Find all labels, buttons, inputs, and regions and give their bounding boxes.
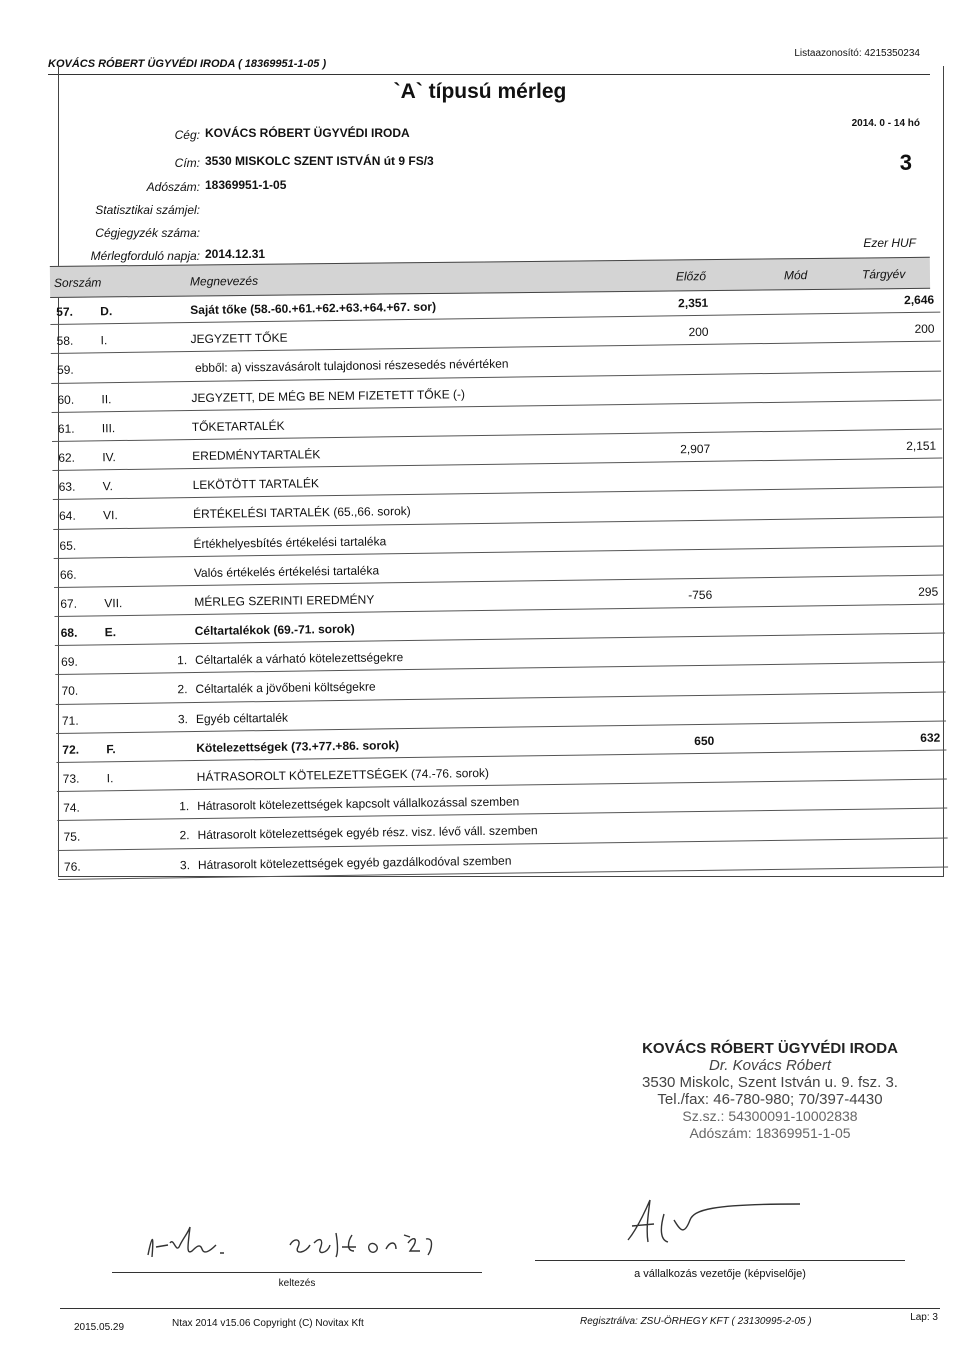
row-name: Hátrasorolt kötelezettségek egyéb rész. visz. lévő váll. szemben <box>197 823 538 843</box>
row-name: LEKÖTÖTT TARTALÉK <box>192 476 320 493</box>
stamp-phone: Tel./fax: 46-780-980; 70/397-4430 <box>657 1091 883 1108</box>
row-name: ebből: a) visszavásárolt tulajdonosi részesedés névértéken <box>194 356 509 376</box>
unit: Ezer HUF <box>863 236 916 250</box>
row-curr-value: 200 <box>914 321 935 337</box>
row-number: 71. <box>61 713 79 728</box>
balance-date-label: Mérlegforduló napja: <box>90 249 200 263</box>
row-number: 72. <box>62 742 80 757</box>
taxno-label: Adószám: <box>146 180 200 194</box>
row-number: 69. <box>61 654 78 670</box>
row-number: 63. <box>58 479 76 495</box>
firm-header: KOVÁCS RÓBERT ÜGYVÉDI IRODA ( 18369951-1-05 ) <box>48 58 327 70</box>
row-name: Kötelezettségek (73.+77.+86. sorok) <box>196 737 400 755</box>
row-section: V. <box>102 479 114 494</box>
footer-date: 2015.05.29 <box>74 1322 125 1333</box>
row-number: 57. <box>56 304 74 319</box>
footer-software: Ntax 2014 v15.06 Copyright (C) Novitax Kft <box>172 1318 364 1329</box>
row-curr-value: 295 <box>918 584 939 599</box>
date-signature-label: keltezés <box>278 1278 316 1289</box>
row-number: 73. <box>62 771 80 786</box>
address-value: 3530 MISKOLC SZENT ISTVÁN út 9 FS/3 <box>205 154 434 168</box>
row-section: I. <box>100 333 108 348</box>
stamp-firm: KOVÁCS RÓBERT ÜGYVÉDI IRODA <box>642 1040 898 1057</box>
row-name: Egyéb céltartalék <box>195 710 289 726</box>
list-id: Listaazonosító: 4215350234 <box>794 48 920 59</box>
col-prev: Előző <box>675 269 707 284</box>
row-subnumber: 2. <box>179 828 190 843</box>
row-number: 62. <box>58 450 76 465</box>
row-prev-value: 2,907 <box>680 441 711 457</box>
stamp-name: Dr. Kovács Róbert <box>709 1057 831 1074</box>
stat-label: Statisztikai számjel: <box>95 203 200 217</box>
row-name: Hátrasorolt kötelezettségek egyéb gazdálkodóval szemben <box>197 853 512 872</box>
row-section: D. <box>100 304 113 319</box>
address-label: Cím: <box>174 156 200 170</box>
row-number: 61. <box>57 421 75 436</box>
row-name: Céltartalékok (69.-71. sorok) <box>194 621 355 639</box>
stamp-taxno: Adószám: 18369951-1-05 <box>689 1125 851 1141</box>
row-number: 75. <box>63 830 81 845</box>
manager-signature <box>610 1190 810 1260</box>
col-no: Sorszám <box>53 275 102 290</box>
row-name: MÉRLEG SZERINTI EREDMÉNY <box>194 592 375 609</box>
footer-rule <box>60 1308 940 1309</box>
stamp-address: 3530 Miskolc, Szent István u. 9. fsz. 3. <box>642 1074 898 1091</box>
row-number: 58. <box>56 333 74 349</box>
row-number: 65. <box>59 538 77 553</box>
page-number: 3 <box>899 150 912 175</box>
row-number: 70. <box>61 684 79 699</box>
row-name: TŐKETARTALÉK <box>191 418 285 434</box>
row-subnumber: 3. <box>179 857 191 872</box>
taxno-value: 18369951-1-05 <box>205 178 287 192</box>
row-name: JEGYZETT TŐKE <box>190 330 288 347</box>
row-prev-value: 2,351 <box>678 295 709 311</box>
page-title: `A` típusú mérleg <box>393 80 567 103</box>
balance-table <box>50 284 948 880</box>
row-curr-value: 632 <box>920 730 941 745</box>
row-number: 60. <box>57 392 75 407</box>
row-name: Valós értékelés értékelési tartaléka <box>193 563 380 580</box>
row-section: III. <box>101 420 116 436</box>
row-section: VII. <box>104 595 123 611</box>
row-name: Hátrasorolt kötelezettségek kapcsolt vállalkozással szemben <box>197 794 520 814</box>
row-name: Saját tőke (58.-60.+61.+62.+63.+64.+67. sor) <box>190 299 437 318</box>
row-prev-value: 200 <box>688 324 709 340</box>
col-curr: Tárgyév <box>861 267 906 282</box>
row-section: I. <box>106 771 114 786</box>
row-number: 68. <box>60 625 78 640</box>
row-prev-value: 650 <box>694 733 715 748</box>
handwritten-date-signature <box>140 1215 480 1270</box>
stamp-account: Sz.sz.: 54300091-10002838 <box>682 1108 858 1124</box>
row-section: II. <box>101 391 112 406</box>
row-subnumber: 3. <box>177 711 189 726</box>
row-section: F. <box>106 741 116 757</box>
registry-label: Cégjegyzék száma: <box>95 226 200 240</box>
manager-signature-line <box>535 1260 905 1261</box>
footer-page: Lap: 3 <box>910 1312 938 1323</box>
row-section: E. <box>104 625 117 640</box>
company-value: KOVÁCS RÓBERT ÜGYVÉDI IRODA <box>205 126 410 140</box>
row-curr-value: 2,646 <box>904 292 935 308</box>
company-label: Cég: <box>174 128 200 142</box>
period: 2014. 0 - 14 hó <box>851 118 920 129</box>
row-number: 59. <box>56 363 74 378</box>
row-number: 67. <box>60 596 78 611</box>
row-name: ÉRTÉKELÉSI TARTALÉK (65.,66. sorok) <box>192 504 411 522</box>
col-mod: Mód <box>783 268 808 283</box>
row-section: IV. <box>102 450 116 465</box>
row-curr-value: 2,151 <box>906 438 937 453</box>
row-prev-value: -756 <box>688 587 713 602</box>
row-name: EREDMÉNYTARTALÉK <box>192 447 321 463</box>
row-section: VI. <box>102 508 118 523</box>
row-name: JEGYZETT, DE MÉG BE NEM FIZETETT TŐKE (-) <box>191 386 466 405</box>
company-info <box>0 0 960 270</box>
row-name: Értékhelyesbítés értékelési tartaléka <box>193 533 387 551</box>
row-number: 76. <box>63 859 81 874</box>
row-number: 66. <box>59 567 77 582</box>
row-subnumber: 1. <box>177 653 188 668</box>
balance-date-value: 2014.12.31 <box>205 247 266 261</box>
footer-registered: Regisztrálva: ZSU-ÖRHEGY KFT ( 23130995-2-05 ) <box>580 1316 812 1327</box>
manager-signature-label: a vállalkozás vezetője (képviselője) <box>634 1268 806 1280</box>
col-name: Megnevezés <box>189 273 259 289</box>
row-subnumber: 2. <box>177 682 188 697</box>
row-subnumber: 1. <box>179 799 190 814</box>
company-stamp <box>630 1040 910 1142</box>
row-number: 64. <box>58 508 76 524</box>
date-signature-line <box>112 1272 482 1273</box>
row-name: Céltartalék a várható kötelezettségekre <box>195 650 404 668</box>
row-number: 74. <box>63 800 80 816</box>
row-name: HÁTRASOROLT KÖTELEZETTSÉGEK (74.-76. sorok) <box>196 765 490 784</box>
row-name: Céltartalék a jövőbeni költségekre <box>195 679 376 697</box>
